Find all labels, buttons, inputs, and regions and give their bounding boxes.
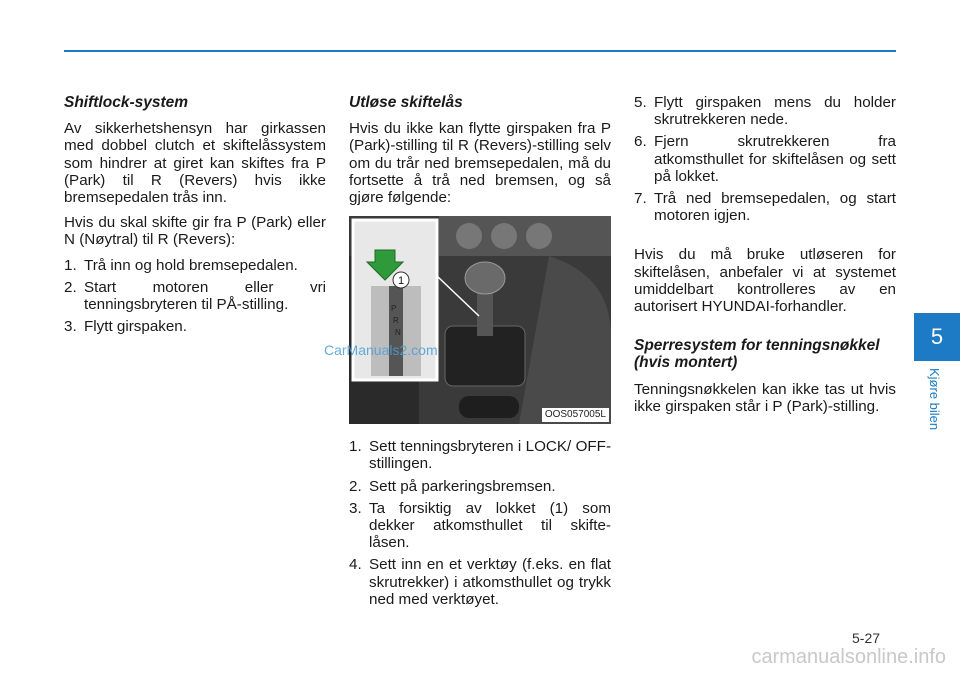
step-number: 5.: [634, 94, 647, 111]
step-list: [64, 257, 326, 336]
section-heading-shiftlock: Shiftlock-system: [64, 94, 189, 111]
list-item: [64, 257, 326, 274]
gear-shifter-drawing: [349, 216, 611, 424]
figure-code: OOS057005L: [542, 408, 609, 422]
step-number: 1.: [349, 438, 362, 456]
step-text: Sett tenningsbryteren i LOCK/ OFF-stillingen.: [369, 438, 611, 473]
paragraph: Av sikkerhetshensyn har girkassen med dobbel clutch et skiftelåssystem som hindrer at giret kan skiftes fra P (Park) til R (Revers) hvis ikke bremsepedalen trås inn.: [64, 120, 326, 207]
step-text: Flytt girspaken mens du holder skrutrekkeren nede.: [654, 94, 896, 129]
shifter-knob: [465, 262, 505, 294]
page-number: 5-27: [852, 630, 881, 646]
list-item: [349, 556, 611, 608]
section-heading-release: Utløse skiftelås: [349, 94, 463, 111]
paragraph: Hvis du skal skifte gir fra P (Park) eller N (Nøytral) til R (Revers):: [64, 214, 326, 249]
step-text: Sett inn en et verktøy (f.eks. en flat skrutrekker) i atkomsthullet og trykk ned med verktøyet.: [369, 556, 611, 608]
column-1: [64, 94, 326, 343]
list-item: [64, 318, 326, 335]
gear-letter-p: P: [391, 304, 397, 314]
step-number: 2.: [64, 278, 77, 296]
step-list: [634, 94, 896, 224]
spacer: [634, 323, 896, 337]
step-text: Sett på parkeringsbremsen.: [369, 477, 556, 495]
section-heading-key-interlock: Sperresystem for tenningsnøkkel (hvis montert): [634, 337, 880, 372]
watermark: CarManuals2.com: [324, 342, 438, 358]
gear-letter-n: N: [395, 328, 401, 338]
gear-letter-r: R: [393, 316, 399, 326]
list-item: [349, 438, 611, 472]
spacer: [634, 232, 896, 246]
chapter-title: Kjøre bilen: [927, 368, 942, 431]
column-3: [634, 94, 896, 423]
list-item: [64, 279, 326, 313]
knob: [456, 223, 482, 249]
list-item: [634, 94, 896, 128]
gear-shifter-illustration: [349, 216, 611, 424]
cup-holder: [459, 396, 519, 418]
step-number: 6.: [634, 133, 647, 151]
step-number: 3.: [349, 499, 362, 517]
step-number: 7.: [634, 190, 647, 208]
step-text: Trå inn og hold bremsepedalen.: [84, 256, 298, 274]
step-text: Flytt girspaken.: [84, 318, 187, 336]
paragraph: Hvis du må bruke utløseren for skiftelåsen, anbefaler vi at systemet umiddelbart kontrolleres av en autorisert HYUNDAI-forhandler.: [634, 246, 896, 316]
footer-watermark: carmanualsonline.info: [751, 646, 946, 668]
header-rule: [64, 50, 896, 52]
step-text: Start motoren eller vri tenningsbryteren til PÅ-stilling.: [84, 278, 326, 314]
paragraph: Tenningsnøkkelen kan ikke tas ut hvis ikke girspaken står i P (Park)-stilling.: [634, 380, 896, 415]
chapter-tab: 5: [914, 313, 960, 361]
step-list: [349, 438, 611, 608]
knob: [526, 223, 552, 249]
step-text: Trå ned bremsepedalen, og start motoren igjen.: [654, 190, 896, 225]
step-number: 2.: [349, 477, 362, 495]
list-item: [349, 478, 611, 495]
step-text: Ta forsiktig av lokket (1) som dekker atkomsthullet til skifte- låsen.: [369, 499, 611, 552]
list-item: [634, 133, 896, 185]
callout-number: 1: [397, 275, 405, 288]
list-item: [634, 190, 896, 224]
step-number: 4.: [349, 556, 362, 574]
paragraph: Hvis du ikke kan flytte girspaken fra P (Park)-stilling til R (Revers)-stilling selv om du trår ned bremsepedalen, må du fortsette å trå ned bremsen, og så gjøre følgende:: [349, 120, 611, 207]
step-number: 1.: [64, 256, 77, 274]
list-item: [349, 500, 611, 552]
step-number: 3.: [64, 318, 77, 336]
knob: [491, 223, 517, 249]
step-text: Fjern skrutrekkeren fra atkomsthullet for skiftelåsen og sett på lokket.: [654, 133, 896, 185]
